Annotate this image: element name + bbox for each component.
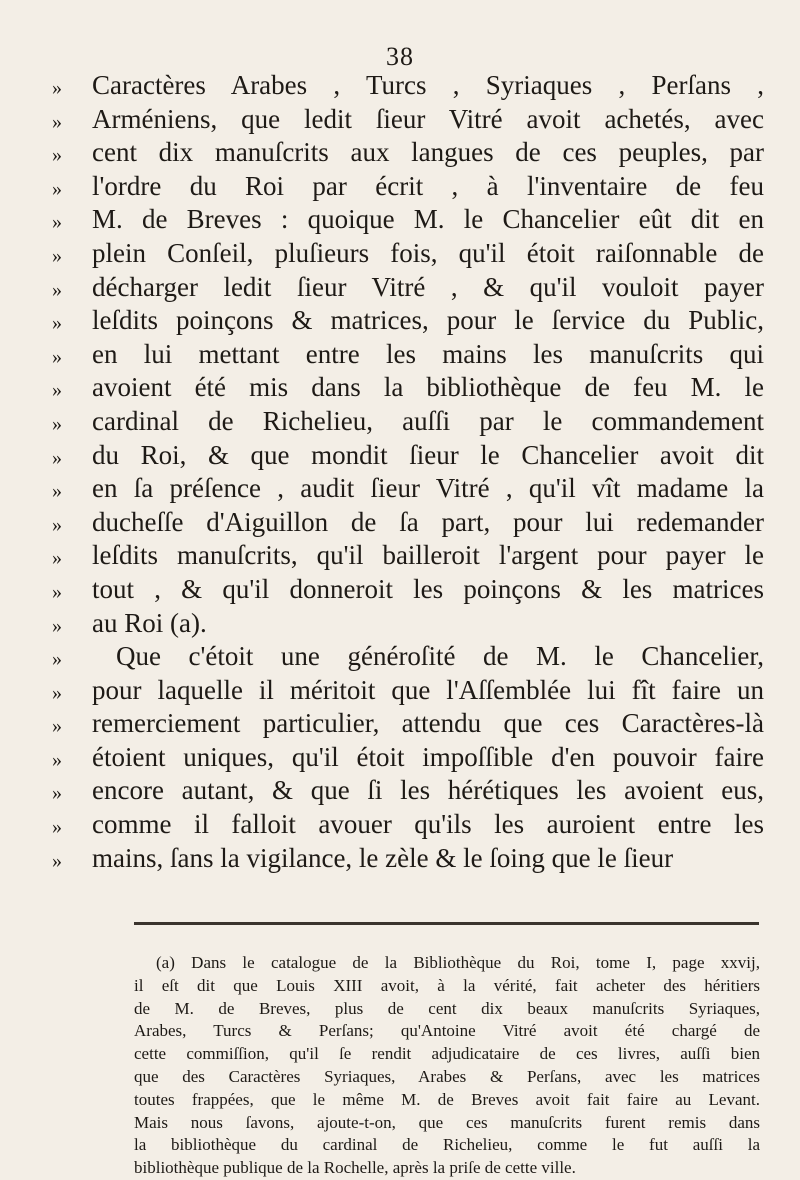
quote-mark: » xyxy=(52,715,62,738)
text-line-content: du Roi, & que mondit ſieur le Chancelier avoit dit xyxy=(92,439,764,470)
quote-mark: » xyxy=(52,513,62,536)
text-line xyxy=(52,775,764,809)
quote-mark: » xyxy=(52,244,62,267)
text-line-content: leſdits poinçons & matrices, pour le ſervice du Public, xyxy=(92,305,764,336)
quote-mark: » xyxy=(52,648,62,671)
quote-mark: » xyxy=(52,547,62,570)
text-line-content: ducheſſe d'Aiguillon de ſa part, pour lui redemander xyxy=(92,506,764,537)
text-line xyxy=(52,70,764,104)
text-line-content: en ſa préſence , audit ſieur Vitré , qu'il vît madame la xyxy=(92,473,764,504)
quote-mark: » xyxy=(52,110,62,133)
text-line xyxy=(52,440,764,474)
text-line xyxy=(52,171,764,205)
text-line xyxy=(52,238,764,272)
footnote-line: il eſt dit que Louis XIII avoit, à la vérité, fait acheter des héritiers xyxy=(134,975,760,995)
text-line-content: cardinal de Richelieu, auſſi par le commandement xyxy=(92,405,764,436)
text-line-content: remerciement particulier, attendu que ces Caractères-là xyxy=(92,708,764,739)
footnote-block xyxy=(134,952,760,1180)
text-line xyxy=(52,843,764,877)
footnote-line: (a) Dans le catalogue de la Bibliothèque du Roi, tome I, page xxvij, xyxy=(156,953,760,972)
text-line-content: étoient uniques, qu'il étoit impoſſible d'en pouvoir faire xyxy=(92,741,764,772)
text-line-content: M. de Breves : quoique M. le Chancelier eût dit en xyxy=(92,204,764,235)
footnote-line: toutes frappées, que le même M. de Breves avoit fait faire au Levant. xyxy=(134,1089,760,1109)
footnote-line: bibliothèque publique de la Rochelle, après la priſe de cette ville. xyxy=(134,1158,576,1178)
text-line xyxy=(52,608,764,642)
text-line xyxy=(52,406,764,440)
quote-mark: » xyxy=(52,816,62,839)
text-line xyxy=(52,473,764,507)
text-line-content: leſdits manuſcrits, qu'il bailleroit l'argent pour payer le xyxy=(92,540,764,571)
footnote-line: Arabes, Turcs & Perſans; qu'Antoine Vitré avoit été chargé de xyxy=(134,1021,760,1041)
text-line xyxy=(52,305,764,339)
text-line xyxy=(52,675,764,709)
quote-mark: » xyxy=(52,345,62,368)
quote-mark: » xyxy=(52,312,62,335)
text-line-content: pour laquelle il méritoit que l'Aſſemblée lui fît faire un xyxy=(92,674,764,705)
quote-mark: » xyxy=(52,77,62,99)
text-line xyxy=(52,540,764,574)
quote-mark: » xyxy=(52,614,62,637)
text-line xyxy=(52,204,764,238)
text-line-content: l'ordre du Roi par écrit , à l'inventaire de feu xyxy=(92,170,764,201)
text-line-content: plein Conſeil, pluſieurs fois, qu'il étoit raiſonnable de xyxy=(92,237,764,268)
quote-mark: » xyxy=(52,177,62,200)
text-line-content: avoient été mis dans la bibliothèque de feu M. le xyxy=(92,372,764,403)
quote-mark: » xyxy=(52,681,62,704)
quote-mark: » xyxy=(52,379,62,402)
text-line-content: tout , & qu'il donneroit les poinçons & les matrices xyxy=(92,573,764,604)
quote-mark: » xyxy=(52,211,62,234)
quote-mark: » xyxy=(52,144,62,167)
footnote-line: que des Caractères Syriaques, Arabes & Perſans, avec les matrices xyxy=(134,1066,760,1086)
text-line xyxy=(52,372,764,406)
text-line-content: encore autant, & que ſi les hérétiques les avoient eus, xyxy=(92,775,764,806)
text-line xyxy=(52,574,764,608)
page-number: 38 xyxy=(386,42,414,71)
text-line xyxy=(52,272,764,306)
footnote-separator-rule xyxy=(134,922,759,925)
quote-mark: » xyxy=(52,412,62,435)
text-line-content: en lui mettant entre les mains les manuſcrits qui xyxy=(92,338,764,369)
text-line-content: au Roi (a). xyxy=(92,607,207,638)
text-line-content: Que c'étoit une généroſité de M. le Chancelier, xyxy=(116,641,764,672)
text-line xyxy=(52,708,764,742)
text-line xyxy=(52,809,764,843)
footnote-line: cette commiſſion, qu'il ſe rendit adjudicataire de ces livres, auſſi bien xyxy=(134,1044,760,1064)
text-line-content: comme il falloit avouer qu'ils les auroient entre les xyxy=(92,809,764,840)
quote-mark: » xyxy=(52,480,62,503)
quote-mark: » xyxy=(52,580,62,603)
footnote-line: la bibliothèque du cardinal de Richelieu, comme le fut auſſi la xyxy=(134,1135,760,1155)
footnote-line: de M. de Breves, plus de cent dix beaux manuſcrits Syriaques, xyxy=(134,998,760,1018)
quote-mark: » xyxy=(52,849,62,872)
text-line-content: décharger ledit ſieur Vitré , & qu'il vouloit payer xyxy=(92,271,764,302)
quote-mark: » xyxy=(52,782,62,805)
text-line xyxy=(52,641,764,675)
quote-mark: » xyxy=(52,278,62,301)
text-line xyxy=(52,507,764,541)
footnote-line: Mais nous ſavons, ajoute-t-on, que ces manuſcrits furent remis dans xyxy=(134,1112,760,1132)
text-line xyxy=(52,104,764,138)
text-line xyxy=(52,137,764,171)
quote-mark: » xyxy=(52,748,62,771)
text-line-content: cent dix manuſcrits aux langues de ces peuples, par xyxy=(92,137,764,168)
quote-mark: » xyxy=(52,446,62,469)
text-line-content: Arméniens, que ledit ſieur Vitré avoit achetés, avec xyxy=(92,103,764,134)
text-line-content: mains, ſans la vigilance, le zèle & le ſoing que le ſieur xyxy=(92,842,674,873)
text-line-content: Caractères Arabes , Turcs , Syriaques , Perſans , xyxy=(92,70,764,100)
text-line xyxy=(52,339,764,373)
main-text-block xyxy=(52,70,764,876)
text-line xyxy=(52,742,764,776)
